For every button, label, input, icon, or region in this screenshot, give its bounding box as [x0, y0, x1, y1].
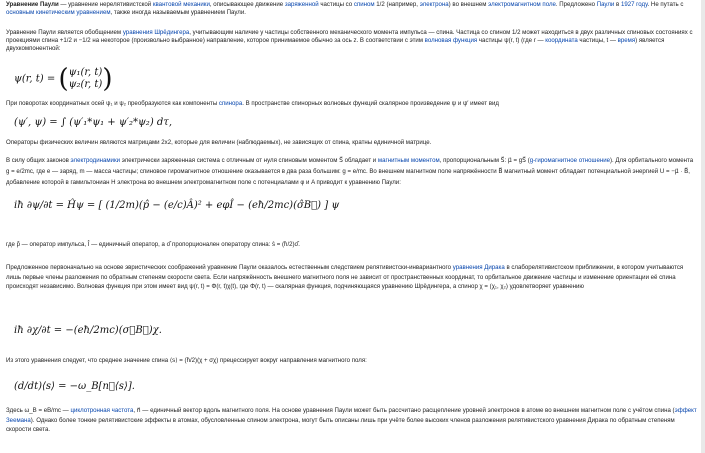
- text: Уравнение Паули является обобщением: [6, 29, 123, 36]
- link-gyromagnetic-ratio[interactable]: g-гиромагнитное отношение: [529, 157, 610, 164]
- link-dirac-equation[interactable]: уравнения Дирака: [452, 264, 505, 271]
- link-em-field[interactable]: электромагнитном поле: [488, 1, 556, 8]
- text: Предложенное первоначально на основе эвристических соображений уравнение Паули оказалось естественным следствием релятивистски-инвариантного: [6, 264, 453, 271]
- magnetic-moment-paragraph: [6, 155, 698, 188]
- link-wave-function[interactable]: волновая функция: [424, 37, 478, 44]
- text: где p̂ — оператор импульса, Î — единичный оператор, а σ̂ пропорционален оператору спина: ŝ = (ħ/2)σ̂.: [6, 241, 301, 248]
- text: ). Однако более тонкие релятивистские эффекты в атомах, обусловленные спином электрона, могут быть описаны лишь при учёте более высоких членов разложения релятивистского уравнения Дирака по обратным степеням скорости света.: [6, 416, 675, 433]
- text: Здесь ω_B = eB/mc —: [6, 407, 71, 414]
- text: ). Для орбитального момента g = e/2mc, где e — заряд, m — масса частицы; спиновое гиромагнитное отношение оказывается в два раза большим: g = e/mc. Во внешнем магнитном поле напряжённости B⃗ магнитный момент обладает потенциальной энергией U = −μ⃗ · B⃗, добавление которой в гамильтониан H электрона во внешнем электромагнитном поле с потенциалами φ и A приводит к уравнению Паули:: [6, 157, 694, 186]
- equation-lhs: ψ(r, t) =: [14, 73, 56, 85]
- equation-scalar-product: (ψ′, ψ) = ∫ (ψ′₁*ψ₁ + ψ′₂*ψ₂) dτ,: [14, 117, 173, 128]
- text: ) является двухкомпонентной:: [6, 37, 665, 52]
- link-1927[interactable]: 1927 году: [620, 1, 648, 8]
- link-spin[interactable]: спином: [353, 1, 375, 8]
- link-electrodynamics[interactable]: электродинамики: [70, 157, 121, 164]
- operator-definitions-paragraph: [6, 241, 698, 249]
- equation-spinor: iħ ∂χ/∂t = −(eħ/2mc)(σ⃗B⃗)χ.: [14, 325, 162, 336]
- text: в слаборелятивистском приближении, в котором учитываются лишь первые члены разложения по обратным степеням скорости света. Если напряжённость внешнего магнитного поля не зависит от пространственных координат, то орбитальное движение частицы и изменение ориентации её спина происходят независимо. Волновая функция при этом имеет вид ψ(r, t) = Φ(r, t)χ(t), где Φ(r, t) — скалярная функция, подчиняющаяся уравнению Шрёдингера, а спинор χ = (χ₁, χ₂) удовлетворяет уравнению: [6, 264, 684, 290]
- text: частицы ψ(r, t) (где r —: [477, 37, 546, 44]
- link-quantum-mechanics[interactable]: квантовой механики: [152, 1, 210, 8]
- text: в: [614, 1, 621, 8]
- spin-paragraph: [6, 29, 698, 53]
- text: . Не путать с: [647, 1, 684, 8]
- equation-pauli: [14, 200, 339, 212]
- text: 1/2 (например,: [374, 1, 420, 8]
- link-spinor[interactable]: спинора: [218, 100, 243, 107]
- text: , учитывающим наличие у частицы собственного механического момента импульса — спина. Частица со спином 1/2 может находиться в двух различных спиновых состояниях с проекциями спина +1/2 и −1/2 на некоторое (произвольно выбранное) направление, которое принимаемое обычно за ось z. В соответствии с этим: [6, 29, 693, 44]
- equation-precession: (d/dt)⟨s⟩ = −ω_B[n⃗⟨s⟩].: [14, 381, 135, 392]
- link-magnetic-moment[interactable]: магнитным моментом: [377, 157, 440, 164]
- link-charged[interactable]: заряженной: [284, 1, 319, 8]
- link-zeeman-effect[interactable]: эффект Зеемана: [6, 407, 697, 424]
- text: ) во внешнем: [448, 1, 489, 8]
- operators-paragraph: [6, 139, 698, 147]
- text: Из этого уравнения следует, что среднее значение спина ⟨s⟩ = (ħ/2)(χ + σχ) прецессирует вокруг направления магнитного поля:: [6, 357, 367, 364]
- spinor-component-2: ψ₂(r, t): [68, 79, 103, 90]
- text: , описывающее движение: [209, 1, 285, 8]
- text: . Предложено: [555, 1, 597, 8]
- scalar-product-paragraph: [6, 100, 698, 108]
- text: , пропорциональным S⃗: μ⃗ = gS⃗ (: [439, 157, 530, 164]
- text: В силу общих законов: [6, 157, 71, 164]
- zeeman-paragraph: [6, 406, 698, 435]
- dirac-paragraph: [6, 263, 698, 292]
- equation-lhs: iħ ∂ψ/∂t = Ĥψ =: [14, 200, 96, 211]
- equation-rhs: [ (1/2m)(p̂ − (e/c)Â)² + eφÎ − (eħ/2mc)(σ̂B⃗) ] ψ: [98, 200, 340, 211]
- text: частицы, t —: [577, 37, 618, 44]
- scrollbar-track[interactable]: [701, 0, 705, 453]
- precession-paragraph: [6, 357, 698, 365]
- spinor-component-1: ψ₁(r, t): [68, 67, 103, 78]
- text: , также иногда называемым уравнением Паули.: [110, 9, 246, 16]
- link-schrodinger[interactable]: уравнения Шрёдингера: [122, 29, 190, 36]
- equation-wavefunction: ψ(r, t) = ( ψ₁(r, t) ψ₂(r, t) ): [14, 64, 113, 94]
- article-term: Уравнение Паули: [6, 1, 59, 8]
- text: При поворотах координатных осей ψ₁ и ψ₂ преобразуются как компоненты: [6, 100, 219, 107]
- text: частицы со: [318, 1, 354, 8]
- text: — уравнение нерелятивистской: [58, 1, 153, 8]
- intro-paragraph: [6, 1, 698, 17]
- link-coordinate[interactable]: координата: [545, 37, 578, 44]
- link-cyclotron-frequency[interactable]: циклотронная частота: [70, 407, 134, 414]
- link-pauli[interactable]: Паули: [596, 1, 615, 8]
- text: , n⃗ — единичный вектор вдоль магнитного поля. На основе уравнения Паули может быть рассчитано расщепление уровней электронов в атоме во внешнем магнитном поле с учётом спина (: [133, 407, 675, 414]
- text: . В пространстве спинорных волновых функций скалярное произведение ψ и ψ′ имеет вид: [242, 100, 499, 107]
- link-electron[interactable]: электрона: [419, 1, 449, 8]
- link-master-equation[interactable]: основным кинетическим уравнением: [6, 9, 111, 16]
- text: электрически заряженная система с отличным от нуля спиновым моментом S⃗ обладает и: [120, 157, 378, 164]
- text: Операторы физических величин являются матрицами 2x2, которые для величин (наблюдаемых), не зависящих от спина, кратны единичной матрице.: [6, 139, 432, 146]
- link-time[interactable]: время: [617, 37, 636, 44]
